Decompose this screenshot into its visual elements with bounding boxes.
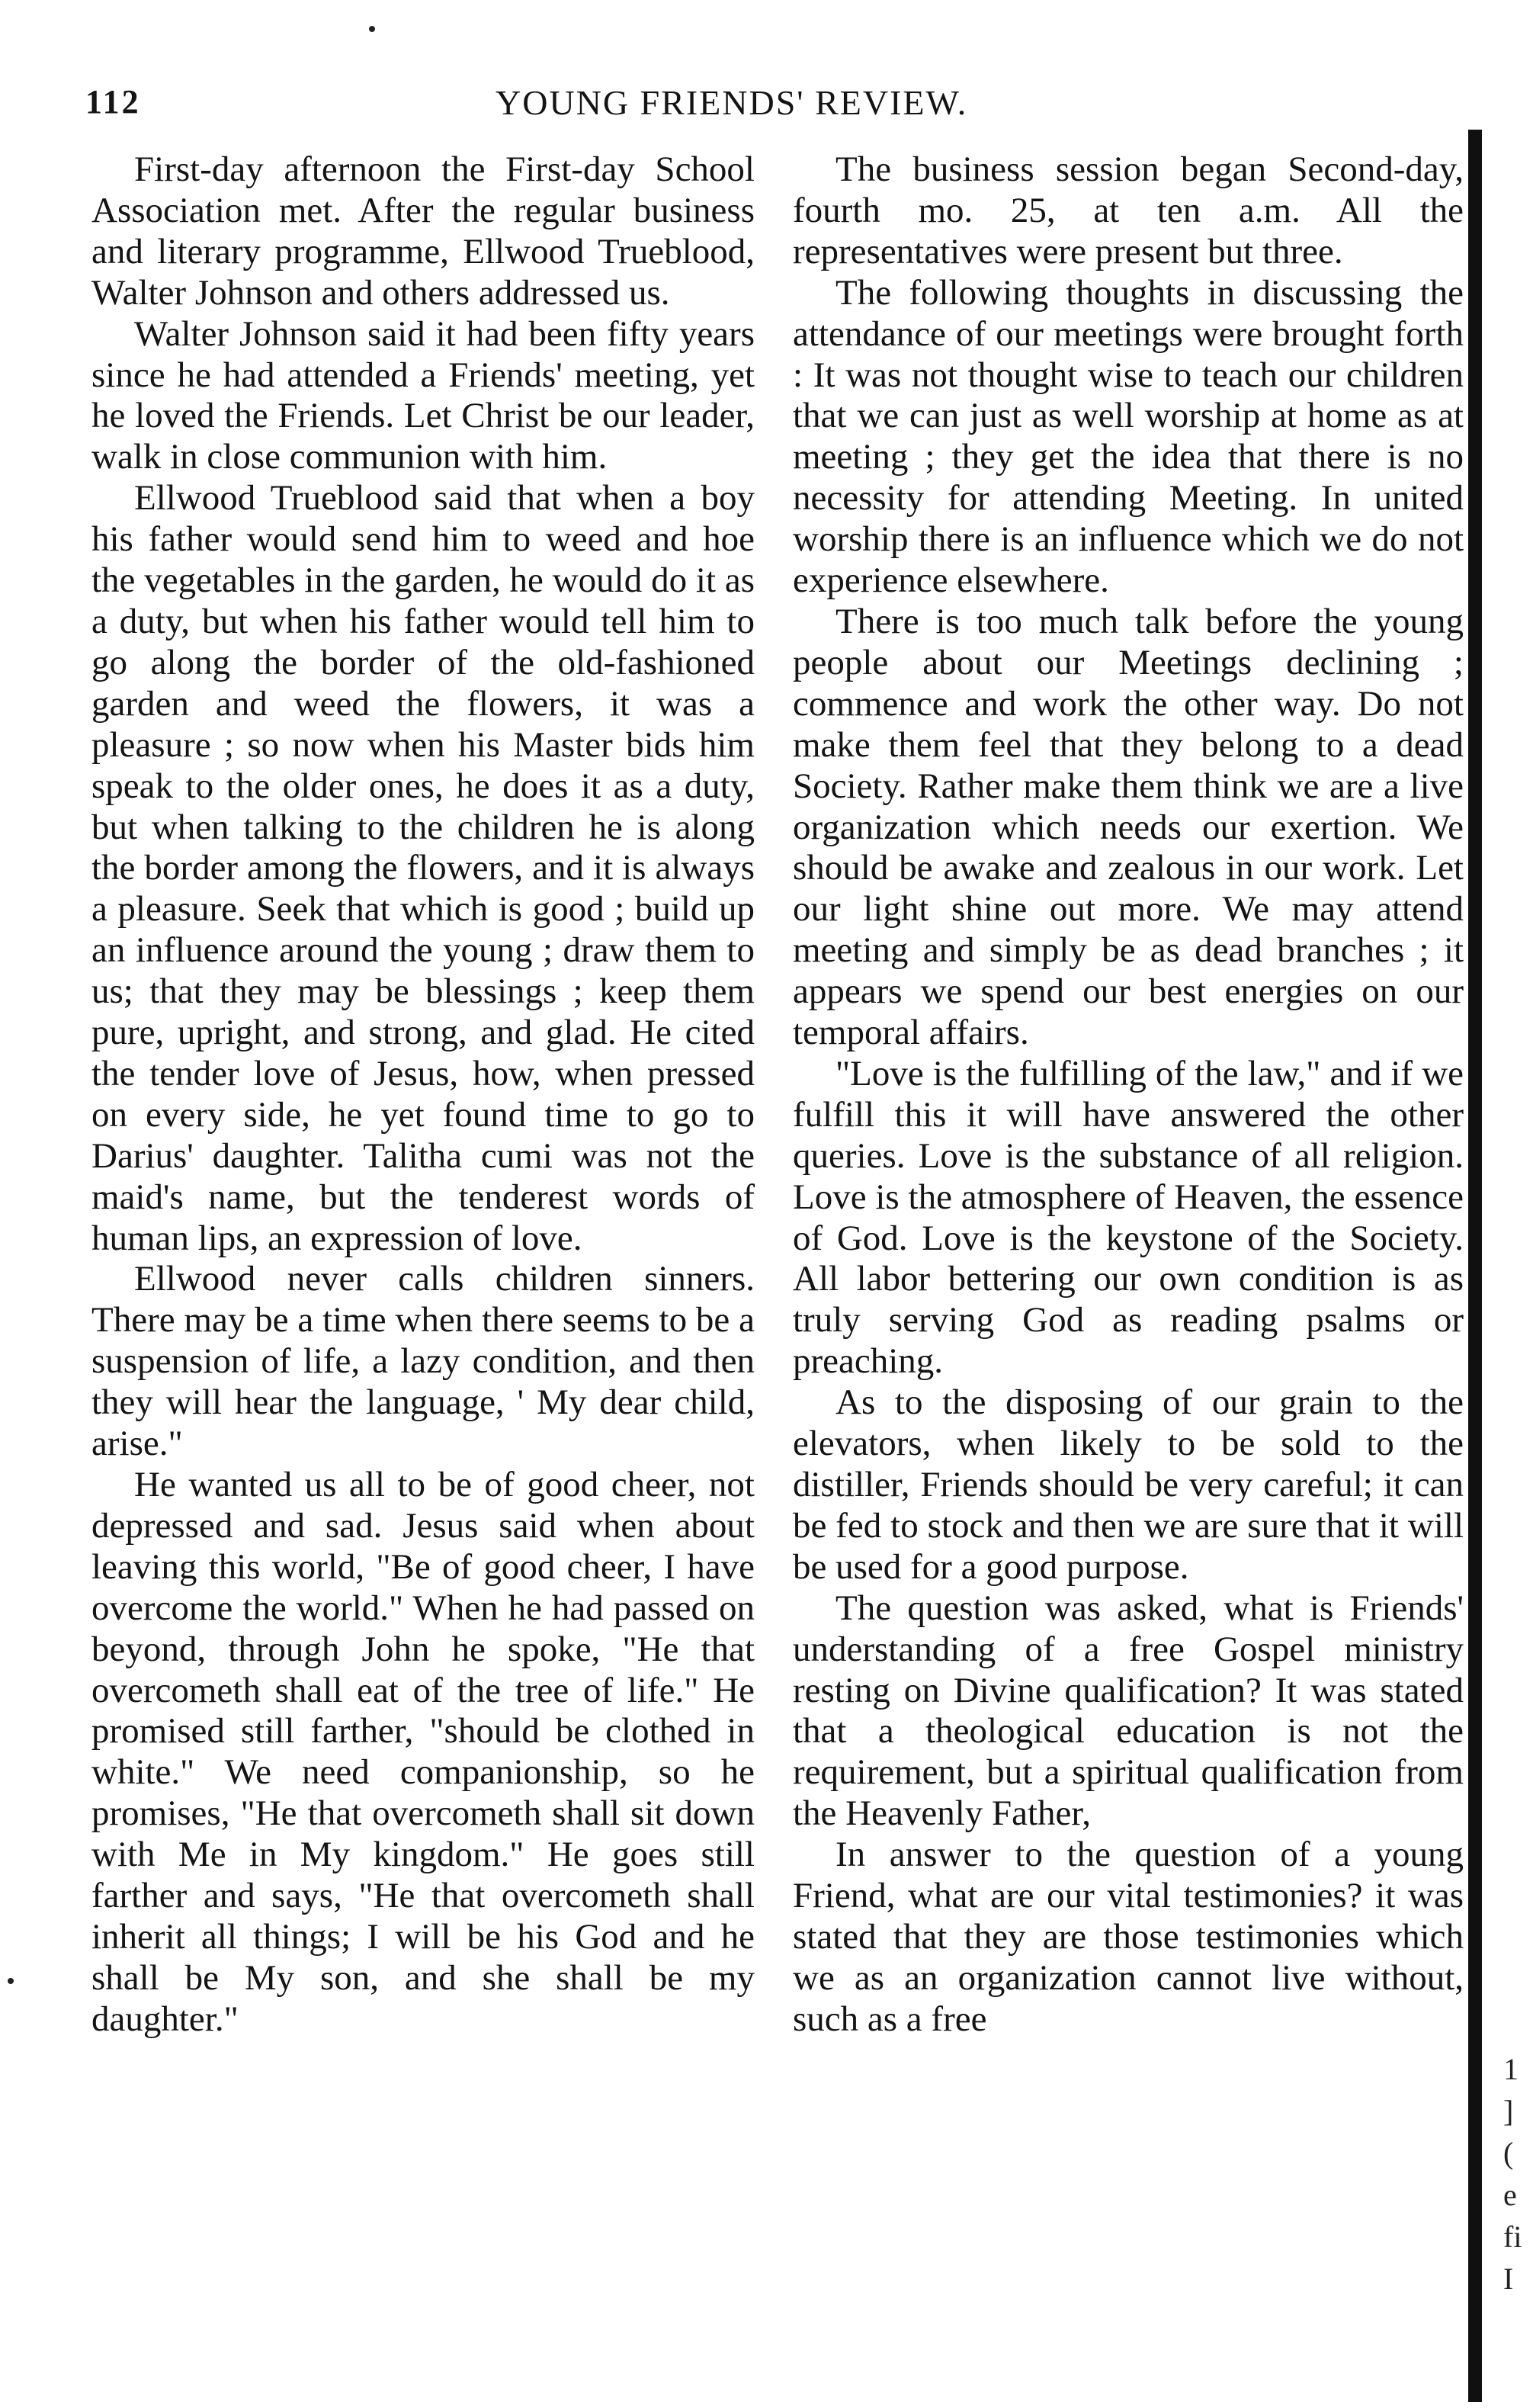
left-column: [91, 149, 755, 2040]
margin-fragment: ]: [1503, 2094, 1514, 2128]
paragraph: Ellwood never calls children sinners. There may be a time when there seems to be a suspension of life, a lazy condition, and then they will hear the language, ' My dear child, arise.": [91, 1259, 755, 1464]
margin-fragment: fi: [1503, 2220, 1522, 2254]
margin-fragment: I: [1503, 2262, 1514, 2296]
print-speck: [369, 26, 375, 32]
paragraph: He wanted us all to be of good cheer, not depressed and sad. Jesus said when about leaving this world, "Be of good cheer, I have overcome the world." When he had passed on beyond, through John he spoke, "He that overcometh shall eat of the tree of life." He promised still farther, "should be clothed in white." We need companionship, so he promises, "He that overcometh shall sit down with Me in My kingdom." He goes still farther and says, "He that overcometh shall inherit all things; I will be his God and he shall be My son, and she shall be my daughter.": [91, 1465, 755, 2039]
margin-fragment: 1: [1503, 2052, 1519, 2086]
paragraph: As to the disposing of our grain to the elevators, when likely to be sold to the distiller, Friends should be very careful; it can be fed to stock and then we are sure that it will be used for a good purpose.: [793, 1382, 1464, 1587]
margin-fragment: (: [1503, 2136, 1514, 2170]
running-title: YOUNG FRIENDS' REVIEW.: [495, 83, 968, 122]
margin-fragment: e: [1503, 2178, 1517, 2212]
right-column: [793, 149, 1464, 2040]
paragraph: Walter Johnson said it had been fifty years since he had attended a Friends' meeting, yet he loved the Friends. Let Christ be our leader, walk in close communion with him.: [91, 313, 755, 477]
paragraph: First-day afternoon the First-day School Association met. After the regular business and literary programme, Ellwood Trueblood, Walter Johnson and others addressed us.: [91, 149, 755, 313]
page-header: [0, 82, 1433, 136]
paragraph: Ellwood Trueblood said that when a boy his father would send him to weed and hoe the vegetables in the garden, he would do it as a duty, but when his father would tell him to go along the border of the old-fashioned garden and weed the flowers, it was a pleasure ; so now when his Master bids him speak to the older ones, he does it as a duty, but when talking to the children he is along the border among the flowers, and it is always a pleasure. Seek that which is good ; build up an influence around the young ; draw them to us; that they may be blessings ; keep them pure, upright, and strong, and glad. He cited the tender love of Jesus, how, when pressed on every side, he yet found time to go to Darius' daughter. Talitha cumi was not the maid's name, but the tenderest words of human lips, an expression of love.: [91, 478, 755, 1258]
print-speck: [8, 1978, 14, 1984]
page-number: 112: [85, 83, 141, 120]
paragraph: The following thoughts in discussing the attendance of our meetings were brought forth : It was not thought wise to teach our children that we can just as well worship at home as at meeting ; they get the idea that there is no necessity for attending Meeting. In united worship there is an influence which we do not experience elsewhere.: [793, 272, 1464, 601]
paragraph: There is too much talk before the young people about our Meetings declining ; commence and work the other way. Do not make them feel that they belong to a dead Society. Rather make them think we are a live organization which needs our exertion. We should be awake and zealous in our work. Let our light shine out more. We may attend meeting and simply be as dead branches ; it appears we spend our best energies on our temporal affairs.: [793, 601, 1464, 1053]
paragraph: "Love is the fulfilling of the law," and if we fulfill this it will have answered the other queries. Love is the substance of all religion. Love is the atmosphere of Heaven, the essence of God. Love is the keystone of the Society. All labor bettering our own condition is as truly serving God as reading psalms or preaching.: [793, 1053, 1464, 1382]
paragraph: In answer to the question of a young Friend, what are our vital testimonies? it was stated that they are those testimonies which we as an organization cannot live without, such as a free: [793, 1835, 1464, 2039]
paragraph: The question was asked, what is Friends' understanding of a free Gospel ministry resting on Divine qualification? It was stated that a theological education is not the requirement, but a spiritual qualification from the Heavenly Father,: [793, 1588, 1464, 1834]
paragraph: The business session began Second-day, fourth mo. 25, at ten a.m. All the representatives were present but three.: [793, 149, 1464, 271]
binding-edge-rule: [1468, 130, 1482, 2402]
